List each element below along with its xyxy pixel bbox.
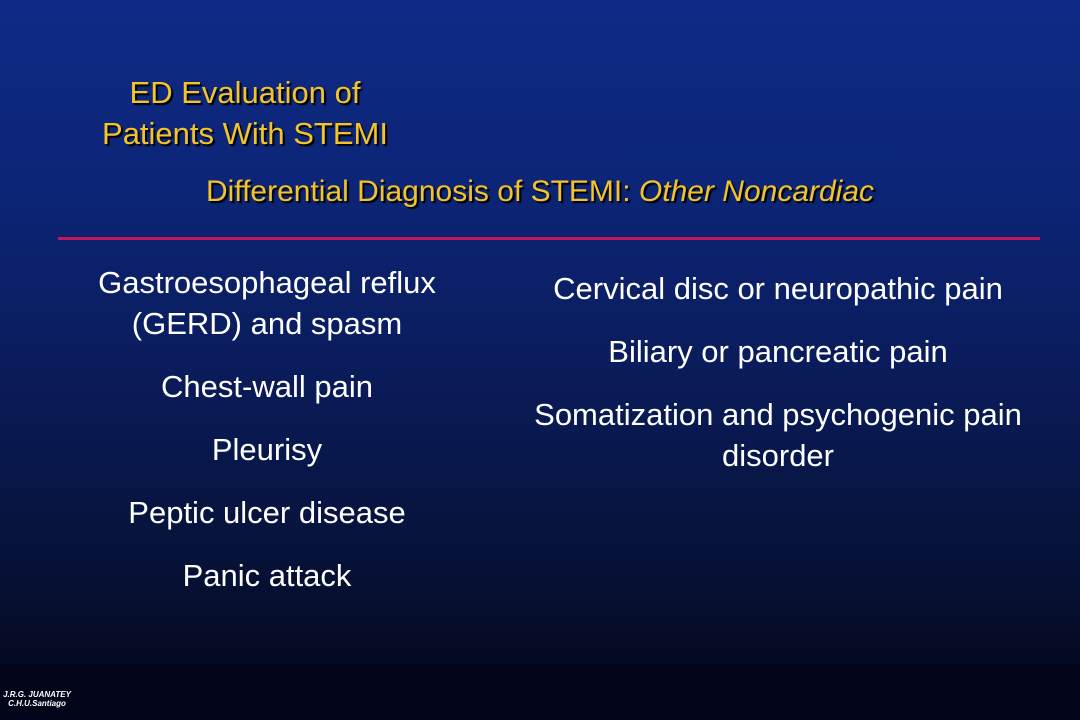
subtitle-italic: Other Noncardiac xyxy=(638,175,875,208)
subtitle-main: Differential Diagnosis of STEMI: xyxy=(205,175,639,208)
right-item-somatization: Somatization and psychogenic pain disorder xyxy=(534,397,1022,473)
credit-line-1: J.R.G. JUANATEY xyxy=(3,690,71,699)
left-item-pleurisy: Pleurisy xyxy=(211,432,323,467)
title-line-2: Patients With STEMI xyxy=(102,116,388,151)
credit-line-2: C.H.U.Santiago xyxy=(8,699,66,708)
title-line-1: ED Evaluation of xyxy=(129,75,361,110)
left-column xyxy=(58,262,476,618)
left-item-panic-attack: Panic attack xyxy=(182,558,352,593)
left-item-chest-wall: Chest-wall pain xyxy=(161,369,373,404)
slide-subtitle xyxy=(40,172,1040,212)
left-item-gerd: Gastroesophageal reflux (GERD) and spasm xyxy=(98,265,436,341)
right-item-cervical: Cervical disc or neuropathic pain xyxy=(553,271,1003,306)
slide-title xyxy=(40,72,450,154)
bottom-band xyxy=(0,664,1080,720)
right-item-biliary: Biliary or pancreatic pain xyxy=(608,334,948,369)
author-credit xyxy=(2,690,72,708)
right-column xyxy=(500,268,1056,498)
left-item-peptic-ulcer: Peptic ulcer disease xyxy=(128,495,406,530)
divider-line xyxy=(58,237,1040,240)
